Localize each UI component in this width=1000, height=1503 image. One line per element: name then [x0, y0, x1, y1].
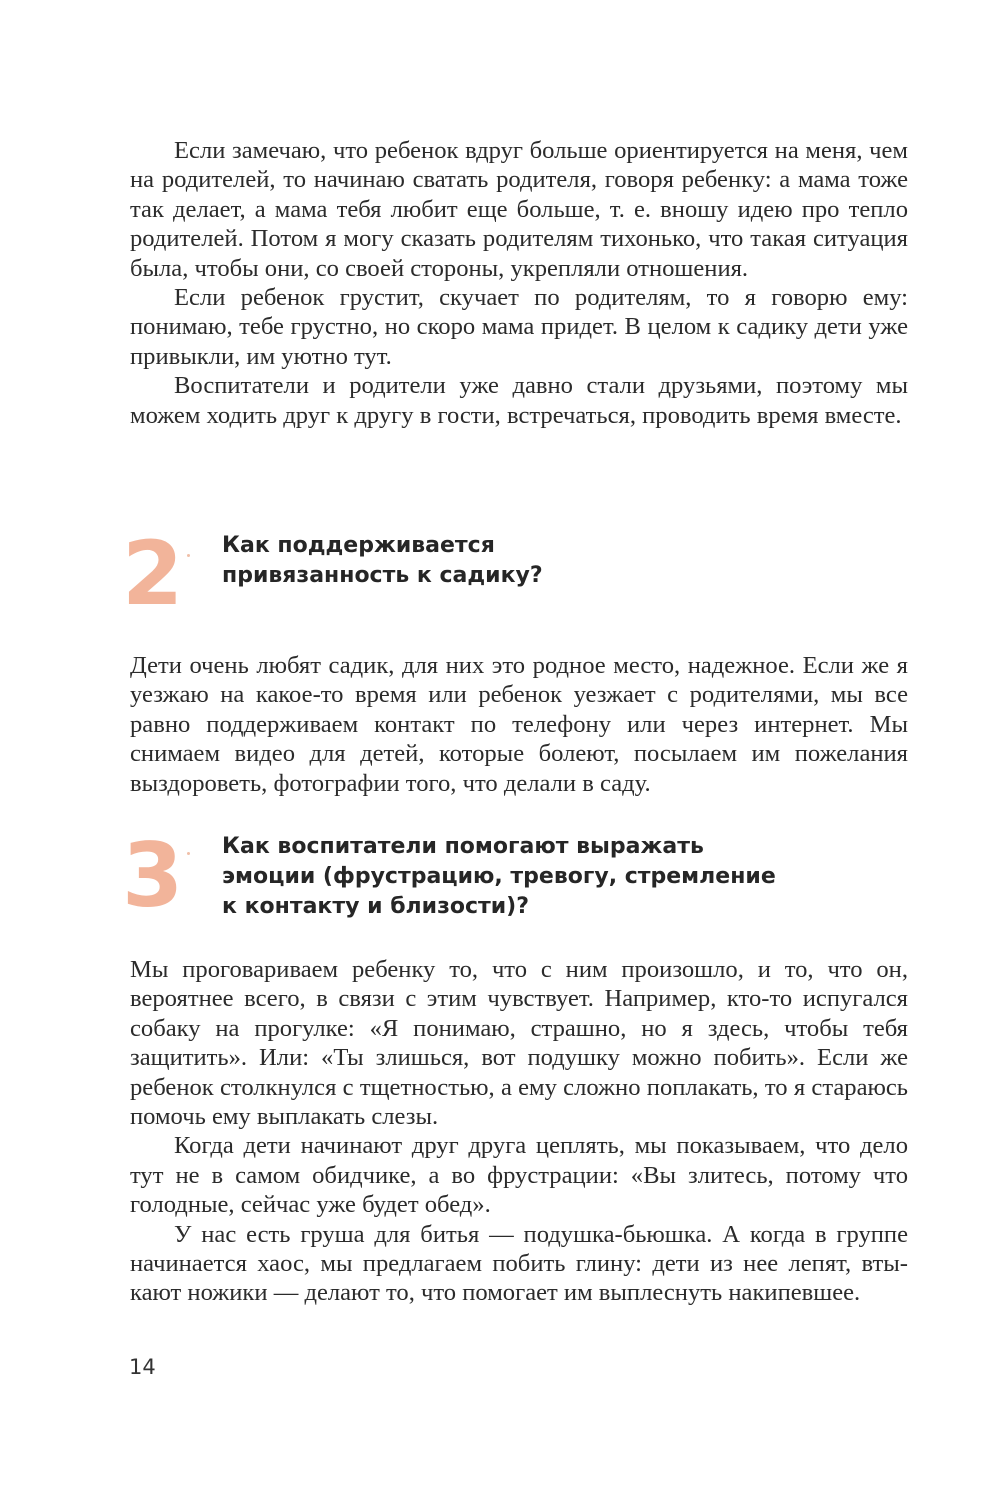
section-3-number-dot — [187, 852, 190, 855]
section-2-heading — [222, 531, 543, 591]
intro-paragraph-2: Если ребенок грустит, скучает по родителям, то я говорю ему: понимаю, тебе грустно, но скоро мама придет. В целом к садику дети уже привыкли, им уютно тут. — [130, 284, 908, 370]
section-3-text — [130, 955, 908, 1308]
section-3-paragraph-3: У нас есть груша для битья — подушка-бьюшка. А когда в группе начинается хаос, мы предлагаем побить глину: дети из нее лепят, втыкают ножики — делают то, что помогает им выплеснуть накипевшее. — [130, 1220, 908, 1307]
section-2-heading-line-2: привязанность к садику? — [222, 563, 543, 588]
section-2-paragraph-1: Дети очень любят садик, для них это родное место, надежное. Если же я уезжаю на какое-то время или ребенок уезжает с родителями, мы все равно поддерживаем контакт по телефону или через интернет. Мы снимаем видео для детей, которые болеют, посылаем им пожелания выздороветь, фотографии того, что делали в саду. — [130, 652, 908, 797]
section-2-number: 2 — [122, 522, 184, 625]
section-3-heading-line-2: эмоции (фрустрацию, тревогу, стремление — [222, 864, 776, 889]
section-3-paragraph-1: Мы проговариваем ребенку то, что с ним произошло, и то, что он, вероятнее всего, в связи с этим чувствует. Например, кто-то испугался собаку на прогулке: «Я понимаю, страшно, но я здесь, чтобы тебя защитить». Или: «Ты злишься, вот подушку можно побить». Если же ребенок столкнулся с тщетностью, а ему сложно поплакать, то я стараюсь помочь ему выплакать слезы. — [130, 956, 908, 1131]
section-3-heading — [222, 832, 776, 922]
section-2-heading-line-1: Как поддерживается — [222, 533, 495, 558]
intro-paragraph-1: Если замечаю, что ребенок вдруг больше ориентируется на меня, чем на родителей, то начинаю сватать родителя, говоря ребенку: а мама тоже так делает, а мама тебя любит еще больше, т. е. вношу идею про тепло родителей. Потом я могу сказать родителям тихонько, что такая ситуация была, чтобы они, со своей стороны, укрепляли отношения. — [130, 137, 908, 282]
section-2-text — [130, 651, 908, 798]
section-3-number: 3 — [122, 824, 184, 927]
section-3-paragraph-2: Когда дети начинают друг друга цеплять, мы показываем, что дело тут не в самом обидчике, а во фрустрации: «Вы злитесь, потому что голодные, сейчас уже будет обед». — [130, 1132, 908, 1219]
page-number: 14 — [129, 1355, 156, 1379]
section-2-number-dot — [187, 554, 190, 557]
section-3-heading-line-1: Как воспитатели помогают выражать — [222, 834, 704, 859]
intro-text — [130, 136, 908, 430]
section-3-heading-line-3: к контакту и близости)? — [222, 894, 530, 919]
intro-paragraph-3: Воспитатели и родители уже давно стали друзьями, поэтому мы можем ходить друг к другу в гости, встречаться, проводить время вместе. — [130, 372, 908, 429]
